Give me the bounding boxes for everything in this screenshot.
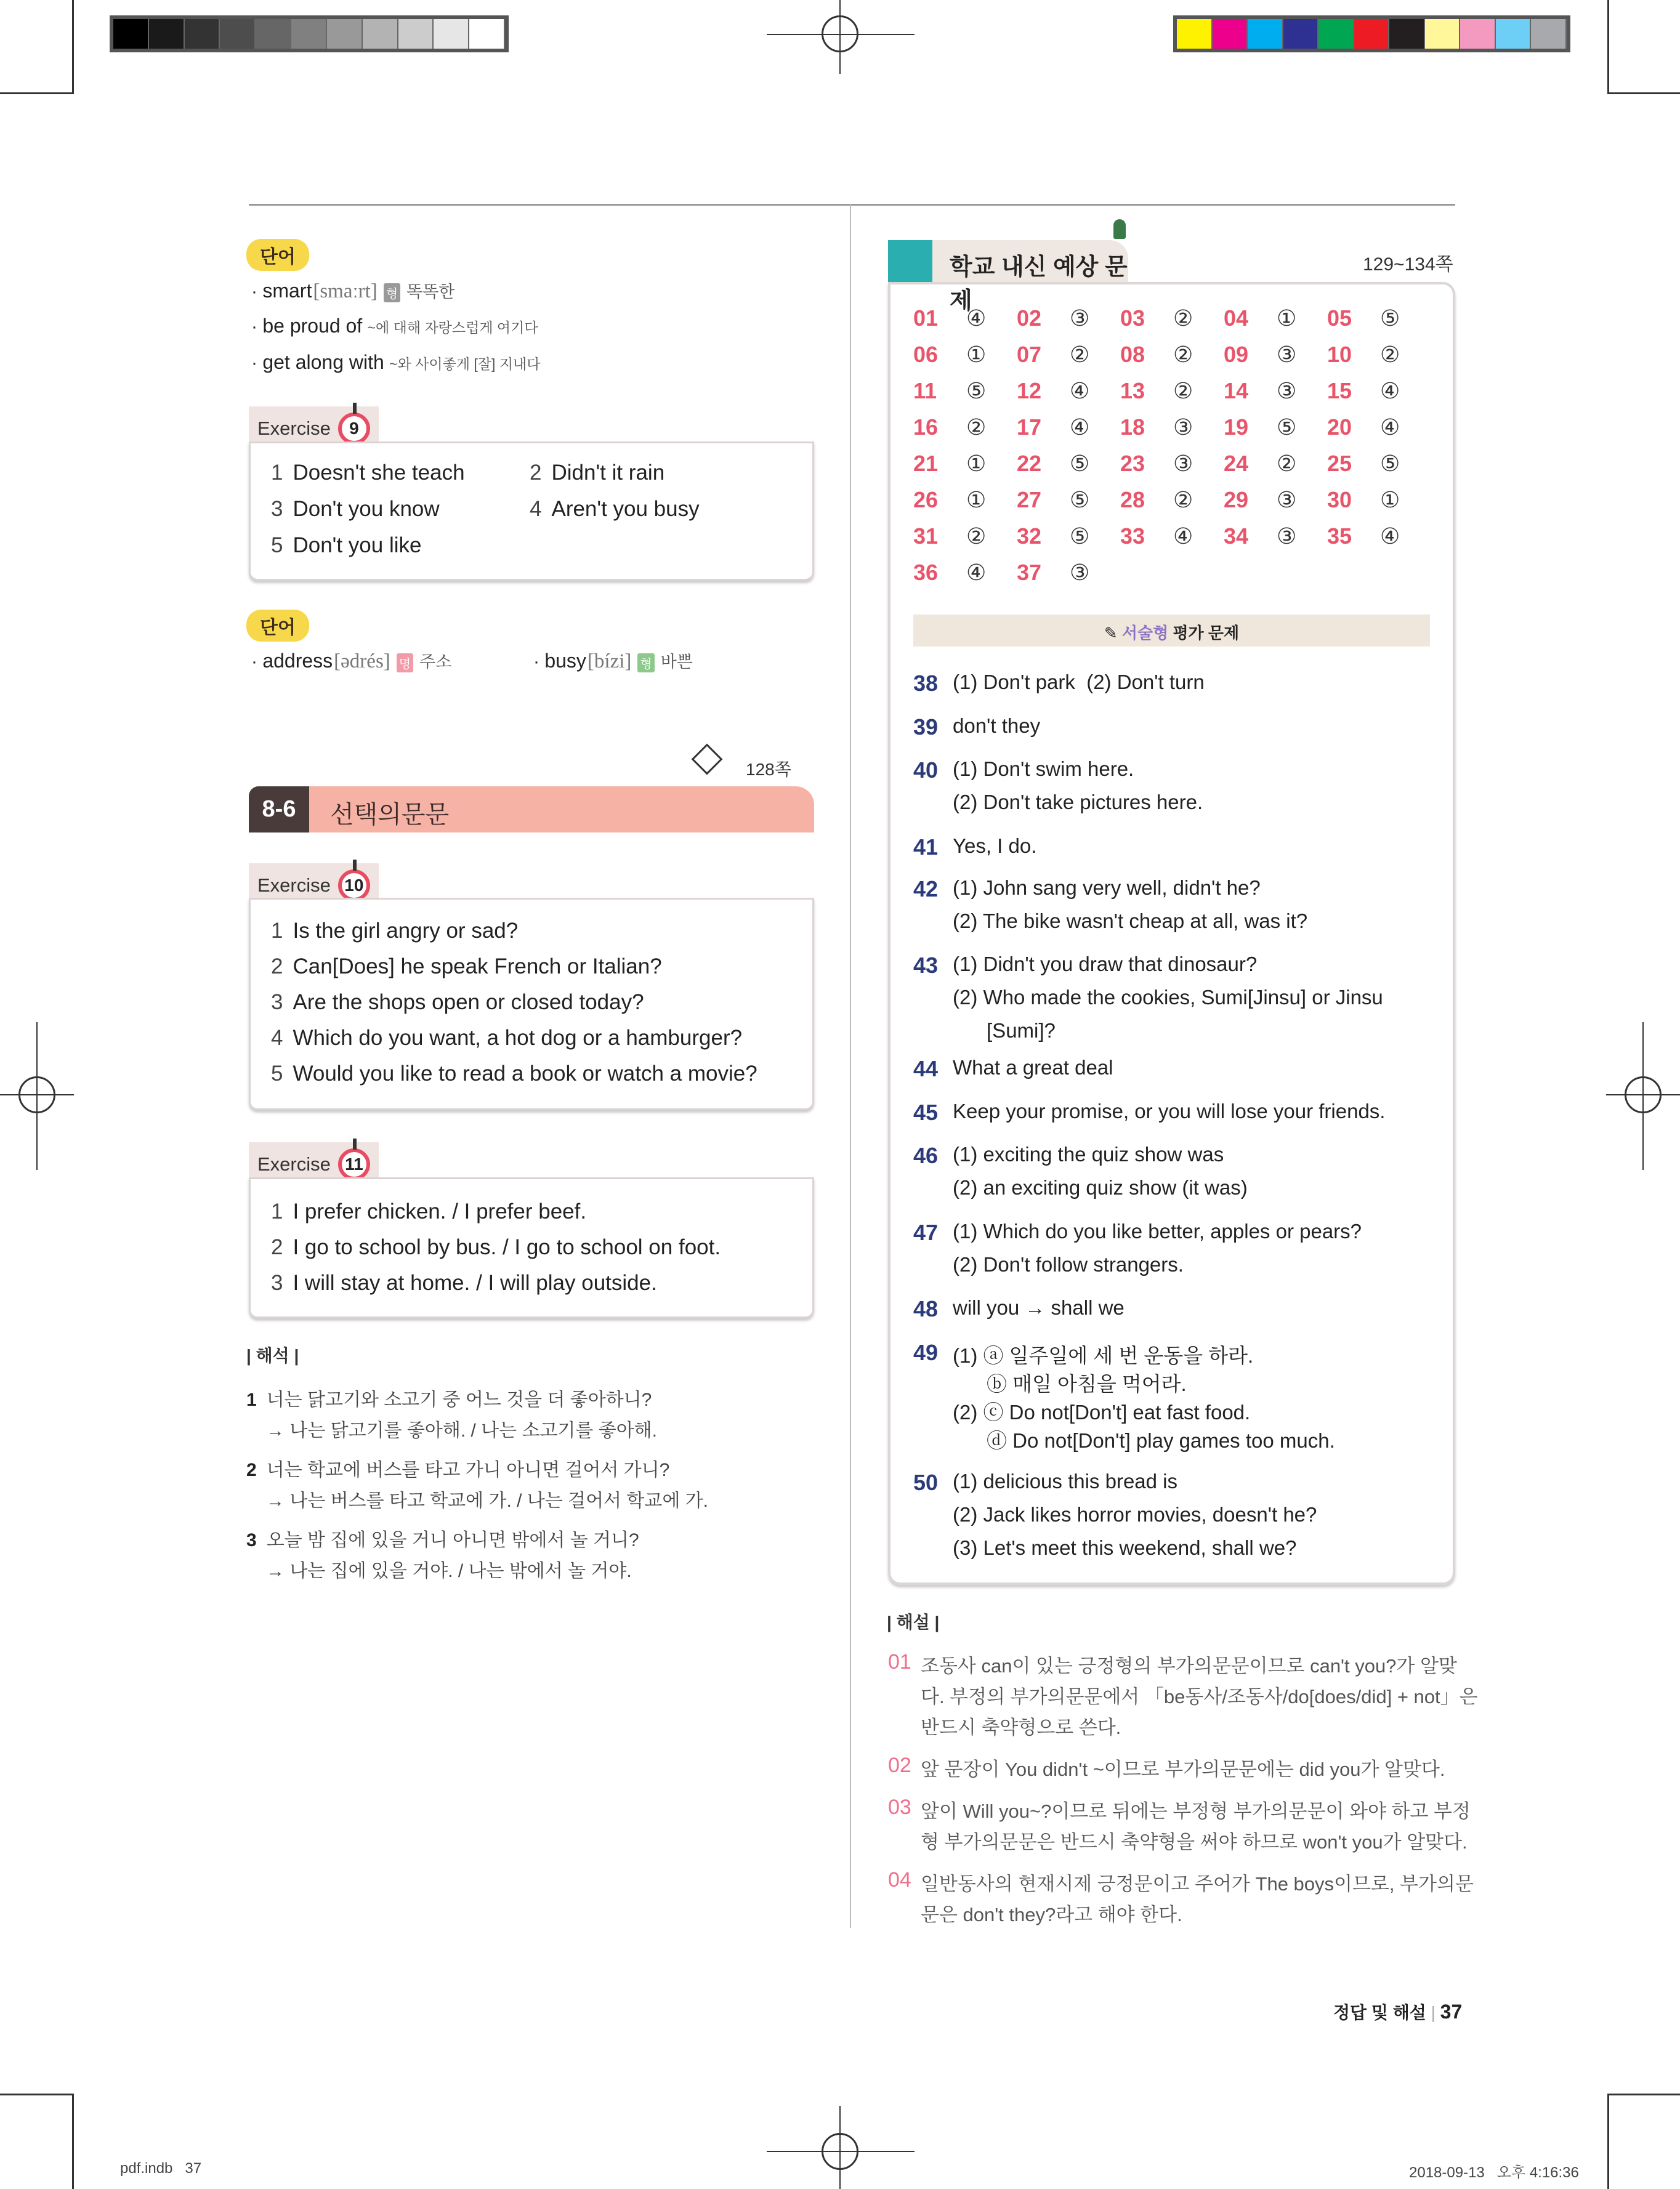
exercise-answer: 2 I go to school by bus. / I go to school on foot. xyxy=(271,1235,721,1259)
answer-cell: 21 ① xyxy=(913,451,987,476)
answer-cell: 22 ⑤ xyxy=(1017,451,1090,476)
essay-answer: 41 Yes, I do. xyxy=(913,834,1443,868)
color-swatch xyxy=(469,19,505,49)
exercise-answer: 1 I prefer chicken. / I prefer beef. xyxy=(271,1199,587,1224)
essay-answer: 48 will you → shall we xyxy=(913,1296,1443,1329)
answer-line: (2) The bike wasn't cheap at all, was it? xyxy=(953,909,1308,932)
color-swatch xyxy=(1283,19,1319,49)
registration-line xyxy=(36,1022,38,1170)
color-swatch xyxy=(327,19,363,49)
registration-line xyxy=(1642,1022,1644,1170)
answer-cell: 24 ② xyxy=(1224,451,1297,476)
essay-answer: 38 (1) Don't park (2) Don't turn xyxy=(913,671,1443,704)
crop-mark xyxy=(1607,0,1609,92)
answer-cell: 07 ② xyxy=(1017,342,1090,367)
vocab-item: · busy[bízi] 형 바쁜 xyxy=(533,650,693,672)
crop-mark xyxy=(1607,92,1680,94)
color-swatch xyxy=(1496,19,1532,49)
header-accent xyxy=(888,240,932,282)
exercise-answer: 3 I will stay at home. / I will play outside. xyxy=(271,1271,657,1295)
essay-answer: 49 (1) ⓐ 일주일에 세 번 운동을 하라. ⓑ 매일 아침을 먹어라. (2) ⓒ Do not[Don't] eat fast food. ⓓ Do not[Don't] play games too much. xyxy=(913,1340,1443,1453)
sprout-icon xyxy=(692,744,723,775)
answer-cell: 04 ① xyxy=(1224,305,1297,331)
color-swatch xyxy=(149,19,185,49)
essay-answer: 50 (1) delicious this bread is (2) Jack likes horror movies, doesn't he? (3) Let's meet this weekend, shall we? xyxy=(913,1470,1443,1570)
school-exam-title: 학교 내신 예상 문제 xyxy=(950,254,1128,314)
exercise-answer: 2 Can[Does] he speak French or Italian? xyxy=(271,954,662,978)
section-header xyxy=(249,786,814,832)
answer-cell: 27 ⑤ xyxy=(1017,487,1090,512)
explanation-line: 조동사 can이 있는 긍정형의 부가의문문이므로 can't you?가 알맞 xyxy=(921,1655,1457,1677)
exercise-answer: 3 Don't you know xyxy=(271,497,440,521)
explanation-line: 문은 don't they?라고 해야 한다. xyxy=(921,1904,1182,1925)
answer-line: (2) Who made the cookies, Sumi[Jinsu] or Jinsu xyxy=(953,986,1383,1009)
exercise-number-badge: 11 xyxy=(338,1148,370,1180)
top-rule xyxy=(249,204,1455,206)
translation-question: 2 너는 학교에 버스를 타고 가니 아니면 걸어서 가니? xyxy=(246,1460,670,1480)
explanation-line: 앞 문장이 You didn't ~이므로 부가의문문에는 did you가 알맞다. xyxy=(921,1759,1445,1780)
process-color-bar xyxy=(1173,15,1570,52)
answer-line: (1) Don't swim here. xyxy=(953,757,1134,780)
exercise-answer: 1 Doesn't she teach xyxy=(271,461,465,485)
essay-answer: 47 (1) Which do you like better, apples or pears? (2) Don't follow strangers. xyxy=(913,1220,1443,1286)
vocab-item: · get along with ~와 사이좋게 [잘] 지내다 xyxy=(251,351,541,373)
answer-cell: 05 ⑤ xyxy=(1327,305,1400,331)
color-swatch xyxy=(1425,19,1461,49)
answer-cell: 23 ③ xyxy=(1120,451,1193,476)
answer-cell: 06 ① xyxy=(913,342,987,367)
explanation-line: 일반동사의 현재시제 긍정문이고 주어가 The boys이므로, 부가의문 xyxy=(921,1873,1474,1895)
answer-cell: 18 ③ xyxy=(1120,414,1193,440)
exercise-answer: 4 Aren't you busy xyxy=(530,497,700,521)
answer-line: (2) an exciting quiz show (it was) xyxy=(953,1176,1248,1199)
answer-cell: 34 ③ xyxy=(1224,523,1297,549)
translation-answer: → 나는 집에 있을 거야. / 나는 밖에서 놀 거야. xyxy=(266,1561,632,1581)
color-swatch xyxy=(1531,19,1567,49)
answer-line: Keep your promise, or you will lose your friends. xyxy=(953,1100,1386,1123)
color-swatch xyxy=(185,19,220,49)
essay-answer: 39 don't they xyxy=(913,714,1443,748)
explanation-item: 01 조동사 can이 있는 긍정형의 부가의문문이므로 can't you?가 알맞 다. 부정의 부가의문문에서 「be동사/조동사/do[does/did] + not」은 반드시 축약형으로 쓴다. xyxy=(888,1650,1478,1743)
page-reference: 128쪽 xyxy=(746,760,791,779)
explanation-item: 04 일반동사의 현재시제 긍정문이고 주어가 The boys이므로, 부가의문 문은 don't they?라고 해야 한다. xyxy=(888,1868,1474,1930)
crop-mark xyxy=(72,2094,74,2189)
registration-line xyxy=(839,2106,841,2189)
crop-mark xyxy=(72,0,74,92)
answer-cell: 26 ① xyxy=(913,487,987,512)
vocab-item: · address[ədrés] 명 주소 xyxy=(251,650,452,672)
essay-answer: 43 (1) Didn't you draw that dinosaur? (2) Who made the cookies, Sumi[Jinsu] or Jinsu [Sumi]? xyxy=(913,953,1443,1052)
answer-cell: 08 ② xyxy=(1120,342,1193,367)
answer-cell: 15 ④ xyxy=(1327,378,1400,403)
color-swatch xyxy=(1354,19,1390,49)
color-swatch xyxy=(363,19,398,49)
mascot-icon xyxy=(1113,219,1126,239)
color-swatch xyxy=(1213,19,1248,49)
explanation-item: 02 앞 문장이 You didn't ~이므로 부가의문문에는 did you가 알맞다. xyxy=(888,1754,1445,1784)
answer-line: ⓓ Do not[Don't] play games too much. xyxy=(953,1429,1335,1452)
answer-line: (2) Don't follow strangers. xyxy=(953,1253,1184,1276)
answer-cell: 12 ④ xyxy=(1017,378,1090,403)
answer-cell: 19 ⑤ xyxy=(1224,414,1297,440)
answer-cell: 31 ② xyxy=(913,523,987,549)
pen-icon: ✎ xyxy=(1104,624,1122,642)
vocab-item: · smart[smaːrt] 형 똑똑한 xyxy=(251,280,455,302)
answer-line: Yes, I do. xyxy=(953,834,1037,857)
answer-line: (1) delicious this bread is xyxy=(953,1470,1177,1493)
answer-line: ⓑ 매일 아침을 먹어라. xyxy=(953,1373,1187,1395)
essay-answer: 42 (1) John sang very well, didn't he? (2) The bike wasn't cheap at all, was it? xyxy=(913,876,1443,943)
registration-line xyxy=(767,2151,915,2152)
answer-line: (2) Jack likes horror movies, doesn't he? xyxy=(953,1503,1317,1526)
page-footer: 정답 및 해설 | 37 xyxy=(1333,2001,1463,2023)
answer-cell: 30 ① xyxy=(1327,487,1400,512)
color-swatch xyxy=(113,19,149,49)
translation-answer: → 나는 닭고기를 좋아해. / 나는 소고기를 좋아해. xyxy=(266,1421,657,1441)
color-swatch xyxy=(256,19,291,49)
color-swatch xyxy=(1460,19,1496,49)
exercise-answer: 2 Didn't it rain xyxy=(530,461,665,485)
school-exam-header xyxy=(888,240,1128,314)
exercise-9-label: Exercise 9 xyxy=(249,406,379,448)
exercise-answer: 5 Don't you like xyxy=(271,533,422,557)
answer-cell: 10 ② xyxy=(1327,342,1400,367)
section-number: 8-6 xyxy=(249,786,309,832)
answer-cell: 25 ⑤ xyxy=(1327,451,1400,476)
answer-line: (2) ⓒ Do not[Don't] eat fast food. xyxy=(953,1401,1251,1424)
answer-cell: 16 ② xyxy=(913,414,987,440)
answer-line: (1) ⓐ 일주일에 세 번 운동을 하라. xyxy=(953,1344,1254,1367)
explanation-item: 03 앞이 Will you~?이므로 뒤에는 부정형 부가의문문이 와야 하고 부정 형 부가의문문은 반드시 축약형을 써야 하므로 won't you가 알맞다. xyxy=(888,1796,1471,1857)
answer-line: (3) Let's meet this weekend, shall we? xyxy=(953,1536,1297,1559)
answer-line: [Sumi]? xyxy=(953,1019,1056,1042)
answer-cell: 03 ② xyxy=(1120,305,1193,331)
color-swatch xyxy=(220,19,256,49)
registration-line xyxy=(767,34,915,35)
registration-line xyxy=(839,0,841,74)
essay-answer: 40 (1) Don't swim here. (2) Don't take pictures here. xyxy=(913,757,1443,824)
translation-question: 3 오늘 밤 집에 있을 거니 아니면 밖에서 놀 거니? xyxy=(246,1530,639,1550)
answer-cell: 13 ② xyxy=(1120,378,1193,403)
answer-cell: 01 ④ xyxy=(913,305,987,331)
color-swatch xyxy=(1248,19,1283,49)
file-slug: pdf.indb 37 xyxy=(120,2160,202,2177)
essay-section-bar: ✎ 서술형 평가 문제 xyxy=(913,615,1430,647)
answer-cell: 28 ② xyxy=(1120,487,1193,512)
answer-cell: 14 ③ xyxy=(1224,378,1297,403)
translation-answer: → 나는 버스를 타고 학교에 가. / 나는 걸어서 학교에 가. xyxy=(266,1491,708,1511)
answer-line: will you → shall we xyxy=(953,1296,1125,1319)
answer-line: (1) Didn't you draw that dinosaur? xyxy=(953,953,1258,975)
explanation-line: 형 부가의문문은 반드시 축약형을 써야 하므로 won't you가 알맞다. xyxy=(921,1831,1468,1853)
exercise-answer: 3 Are the shops open or closed today? xyxy=(271,990,644,1014)
answer-cell: 09 ③ xyxy=(1224,342,1297,367)
answer-line: don't they xyxy=(953,714,1041,737)
essay-answer: 44 What a great deal xyxy=(913,1056,1443,1089)
explanation-header: | 해설 | xyxy=(887,1613,940,1632)
section-title: 선택의문문 xyxy=(330,801,450,828)
answer-line: What a great deal xyxy=(953,1056,1113,1079)
answer-cell: 11 ⑤ xyxy=(913,378,987,403)
answer-line: (1) exciting the quiz show was xyxy=(953,1143,1224,1166)
color-swatch xyxy=(1177,19,1213,49)
answer-cell: 36 ④ xyxy=(913,560,987,585)
vocab-badge: 단어 xyxy=(246,239,309,271)
answer-line: (1) Don't park (2) Don't turn xyxy=(953,671,1205,693)
grayscale-color-bar xyxy=(110,15,509,52)
essay-answer: 45 Keep your promise, or you will lose your friends. xyxy=(913,1100,1443,1133)
answer-cell: 17 ④ xyxy=(1017,414,1090,440)
vocab-item: · be proud of ~에 대해 자랑스럽게 여기다 xyxy=(251,315,538,337)
answer-cell: 35 ④ xyxy=(1327,523,1400,549)
answer-cell: 20 ④ xyxy=(1327,414,1400,440)
explanation-line: 앞이 Will you~?이므로 뒤에는 부정형 부가의문문이 와야 하고 부정 xyxy=(921,1800,1471,1822)
answer-line: (1) Which do you like better, apples or pears? xyxy=(953,1220,1362,1243)
page-range: 129~134쪽 xyxy=(1363,254,1453,275)
essay-answer: 46 (1) exciting the quiz show was (2) an exciting quiz show (it was) xyxy=(913,1143,1443,1209)
crop-mark xyxy=(1607,2094,1680,2095)
answer-cell: 32 ⑤ xyxy=(1017,523,1090,549)
answer-cell: 29 ③ xyxy=(1224,487,1297,512)
exercise-number-badge: 10 xyxy=(338,869,370,901)
crop-mark xyxy=(0,92,74,94)
answer-line: (2) Don't take pictures here. xyxy=(953,791,1203,813)
column-divider xyxy=(850,204,851,1928)
explanation-line: 반드시 축약형으로 쓴다. xyxy=(921,1717,1121,1738)
answer-line: (1) John sang very well, didn't he? xyxy=(953,876,1261,899)
color-swatch xyxy=(1319,19,1354,49)
print-timestamp: 2018-09-13 오후 4:16:36 xyxy=(1409,2164,1579,2181)
answer-cell: 02 ③ xyxy=(1017,305,1090,331)
color-swatch xyxy=(434,19,469,49)
crop-mark xyxy=(0,2094,74,2095)
answer-cell: 33 ④ xyxy=(1120,523,1193,549)
exercise-number-badge: 9 xyxy=(338,413,370,445)
color-swatch xyxy=(398,19,434,49)
color-swatch xyxy=(1389,19,1425,49)
exercise-answer: 4 Which do you want, a hot dog or a hamburger? xyxy=(271,1026,743,1050)
vocab-badge: 단어 xyxy=(246,610,309,642)
translation-question: 1 너는 닭고기와 소고기 중 어느 것을 더 좋아하니? xyxy=(246,1390,652,1410)
crop-mark xyxy=(1607,2094,1609,2189)
answer-cell: 37 ③ xyxy=(1017,560,1090,585)
exercise-10-label: Exercise 10 xyxy=(249,863,379,905)
color-swatch xyxy=(291,19,327,49)
translation-header: | 해석 | xyxy=(246,1346,299,1365)
explanation-line: 다. 부정의 부가의문문에서 「be동사/조동사/do[does/did] + not」은 xyxy=(921,1686,1478,1707)
exercise-11-label: Exercise 11 xyxy=(249,1142,379,1184)
exercise-answer: 1 Is the girl angry or sad? xyxy=(271,919,519,943)
exercise-answer: 5 Would you like to read a book or watch a movie? xyxy=(271,1062,757,1086)
